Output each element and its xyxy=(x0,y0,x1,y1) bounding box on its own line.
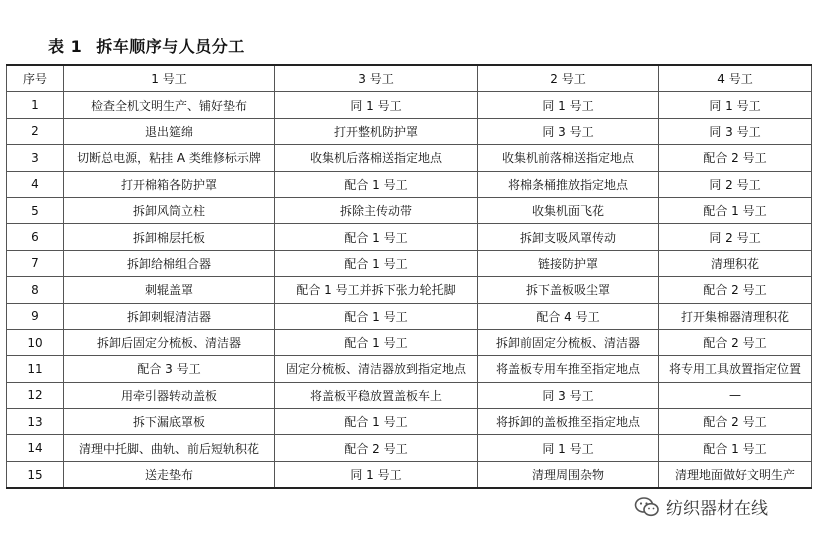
worker-4-task-cell: 清理积花 xyxy=(659,250,812,276)
table-body xyxy=(7,92,812,488)
step-number-cell: 9 xyxy=(7,303,64,329)
table-caption: 拆车顺序与人员分工 xyxy=(96,37,245,56)
table-row xyxy=(7,197,812,223)
worker-3-task-cell: 打开整机防护罩 xyxy=(275,118,478,144)
step-number-cell: 11 xyxy=(7,356,64,382)
worker-4-task-cell: 同 1 号工 xyxy=(659,92,812,118)
table-row xyxy=(7,224,812,250)
worker-4-task-cell: 配合 1 号工 xyxy=(659,197,812,223)
table-row xyxy=(7,461,812,488)
worker-3-task-cell: 配合 1 号工 xyxy=(275,303,478,329)
table-row xyxy=(7,303,812,329)
step-number-cell: 10 xyxy=(7,329,64,355)
table-row xyxy=(7,409,812,435)
step-number-cell: 7 xyxy=(7,250,64,276)
table-row xyxy=(7,356,812,382)
table-row xyxy=(7,277,812,303)
worker-2-task-cell: 将棉条桶推放指定地点 xyxy=(478,171,659,197)
worker-4-task-cell: 将专用工具放置指定位置 xyxy=(659,356,812,382)
worker-2-task-cell: 同 1 号工 xyxy=(478,435,659,461)
table-title xyxy=(48,34,245,57)
worker-1-task-cell: 拆卸棉层托板 xyxy=(64,224,275,250)
table-row xyxy=(7,382,812,408)
step-number-cell: 13 xyxy=(7,409,64,435)
worker-1-task-cell: 拆卸给棉组合器 xyxy=(64,250,275,276)
worker-2-task-cell: 收集机前落棉送指定地点 xyxy=(478,145,659,171)
worker-1-task-cell: 退出筵绵 xyxy=(64,118,275,144)
table-row xyxy=(7,329,812,355)
worker-3-task-cell: 收集机后落棉送指定地点 xyxy=(275,145,478,171)
table-row xyxy=(7,171,812,197)
watermark-text: 纺织器材在线 xyxy=(666,499,768,519)
disassembly-table xyxy=(6,64,812,489)
worker-4-task-cell: 同 2 号工 xyxy=(659,224,812,250)
header-worker-2: 2 号工 xyxy=(478,65,659,92)
worker-2-task-cell: 同 3 号工 xyxy=(478,382,659,408)
table-row xyxy=(7,435,812,461)
worker-4-task-cell: 配合 2 号工 xyxy=(659,145,812,171)
worker-1-task-cell: 检查全机文明生产、铺好垫布 xyxy=(64,92,275,118)
watermark xyxy=(634,494,768,519)
worker-3-task-cell: 将盖板平稳放置盖板车上 xyxy=(275,382,478,408)
step-number-cell: 15 xyxy=(7,461,64,488)
worker-2-task-cell: 链接防护罩 xyxy=(478,250,659,276)
step-number-cell: 4 xyxy=(7,171,64,197)
worker-2-task-cell: 配合 4 号工 xyxy=(478,303,659,329)
worker-1-task-cell: 送走垫布 xyxy=(64,461,275,488)
table-row xyxy=(7,118,812,144)
worker-3-task-cell: 配合 2 号工 xyxy=(275,435,478,461)
worker-2-task-cell: 收集机面飞花 xyxy=(478,197,659,223)
step-number-cell: 3 xyxy=(7,145,64,171)
worker-3-task-cell: 配合 1 号工 xyxy=(275,171,478,197)
worker-1-task-cell: 用牵引器转动盖板 xyxy=(64,382,275,408)
header-index: 序号 xyxy=(7,65,64,92)
worker-4-task-cell: 打开集棉器清理积花 xyxy=(659,303,812,329)
step-number-cell: 8 xyxy=(7,277,64,303)
step-number-cell: 1 xyxy=(7,92,64,118)
worker-1-task-cell: 配合 3 号工 xyxy=(64,356,275,382)
table-row xyxy=(7,145,812,171)
worker-2-task-cell: 将拆卸的盖板推至指定地点 xyxy=(478,409,659,435)
worker-2-task-cell: 拆卸支吸风罩传动 xyxy=(478,224,659,250)
table-row xyxy=(7,92,812,118)
worker-3-task-cell: 同 1 号工 xyxy=(275,92,478,118)
worker-3-task-cell: 配合 1 号工并拆下张力轮托脚 xyxy=(275,277,478,303)
worker-1-task-cell: 拆下漏底罩板 xyxy=(64,409,275,435)
worker-2-task-cell: 清理周围杂物 xyxy=(478,461,659,488)
step-number-cell: 2 xyxy=(7,118,64,144)
worker-2-task-cell: 将盖板专用车推至指定地点 xyxy=(478,356,659,382)
worker-1-task-cell: 刺辊盖罩 xyxy=(64,277,275,303)
worker-3-task-cell: 配合 1 号工 xyxy=(275,250,478,276)
worker-1-task-cell: 拆卸刺辊清洁器 xyxy=(64,303,275,329)
worker-4-task-cell: 配合 2 号工 xyxy=(659,329,812,355)
wechat-icon xyxy=(634,496,660,518)
table-number: 表 1 xyxy=(48,37,83,56)
worker-1-task-cell: 拆卸后固定分梳板、清洁器 xyxy=(64,329,275,355)
worker-3-task-cell: 同 1 号工 xyxy=(275,461,478,488)
worker-2-task-cell: 同 3 号工 xyxy=(478,118,659,144)
worker-1-task-cell: 切断总电源，粘挂 A 类维修标示牌 xyxy=(64,145,275,171)
worker-3-task-cell: 固定分梳板、清洁器放到指定地点 xyxy=(275,356,478,382)
worker-1-task-cell: 清理中托脚、曲轨、前后短轨积花 xyxy=(64,435,275,461)
worker-4-task-cell: 配合 2 号工 xyxy=(659,409,812,435)
header-worker-4: 4 号工 xyxy=(659,65,812,92)
table-row xyxy=(7,250,812,276)
worker-4-task-cell: 同 2 号工 xyxy=(659,171,812,197)
step-number-cell: 14 xyxy=(7,435,64,461)
step-number-cell: 6 xyxy=(7,224,64,250)
worker-4-task-cell: 配合 1 号工 xyxy=(659,435,812,461)
worker-2-task-cell: 拆卸前固定分梳板、清洁器 xyxy=(478,329,659,355)
worker-2-task-cell: 拆下盖板吸尘罩 xyxy=(478,277,659,303)
worker-3-task-cell: 配合 1 号工 xyxy=(275,329,478,355)
header-worker-3: 3 号工 xyxy=(275,65,478,92)
worker-4-task-cell: 同 3 号工 xyxy=(659,118,812,144)
worker-4-task-cell: 配合 2 号工 xyxy=(659,277,812,303)
step-number-cell: 12 xyxy=(7,382,64,408)
worker-4-task-cell: — xyxy=(659,382,812,408)
step-number-cell: 5 xyxy=(7,197,64,223)
table-header-row xyxy=(7,65,812,92)
header-worker-1: 1 号工 xyxy=(64,65,275,92)
worker-3-task-cell: 拆除主传动带 xyxy=(275,197,478,223)
worker-1-task-cell: 打开棉箱各防护罩 xyxy=(64,171,275,197)
worker-4-task-cell: 清理地面做好文明生产 xyxy=(659,461,812,488)
worker-1-task-cell: 拆卸风筒立柱 xyxy=(64,197,275,223)
worker-2-task-cell: 同 1 号工 xyxy=(478,92,659,118)
worker-3-task-cell: 配合 1 号工 xyxy=(275,224,478,250)
worker-3-task-cell: 配合 1 号工 xyxy=(275,409,478,435)
